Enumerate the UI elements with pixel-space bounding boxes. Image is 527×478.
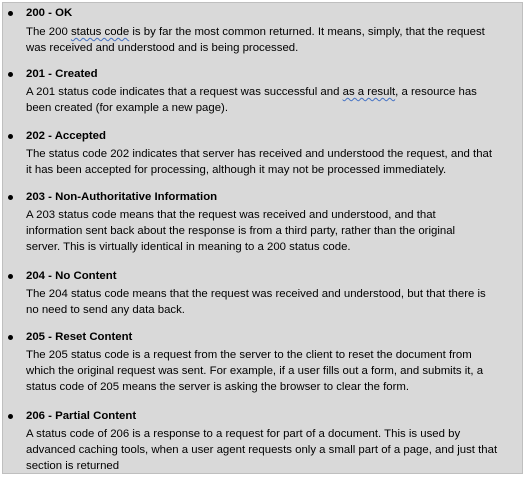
item-text-line: The status code 202 indicates that server has received and understood the request, and that bbox=[26, 148, 493, 160]
item-title: 204 - No Content bbox=[26, 270, 117, 282]
document-page bbox=[2, 2, 523, 474]
bullet-icon bbox=[8, 11, 13, 16]
item-title: 205 - Reset Content bbox=[26, 331, 133, 343]
spellcheck-underline: as a result bbox=[342, 86, 396, 98]
item-text-line: A status code of 206 is a response to a request for part of a document. This is used by bbox=[26, 428, 461, 440]
item-title: 202 - Accepted bbox=[26, 130, 106, 142]
bullet-icon bbox=[8, 134, 13, 139]
item-text-line: The 204 status code means that the request was received and understood, but that there is bbox=[26, 288, 486, 300]
item-title: 206 - Partial Content bbox=[26, 410, 137, 422]
bullet-icon bbox=[8, 72, 13, 77]
item-text-line: The 200 status code is by far the most common returned. It means, simply, that the request bbox=[26, 26, 485, 38]
bullet-icon bbox=[8, 274, 13, 279]
item-text-line: A 203 status code means that the request was received and understood, and that bbox=[26, 209, 436, 221]
bullet-icon bbox=[8, 335, 13, 340]
item-text-line: advanced caching tools, when a user agent requests only a small part of a page, and just that bbox=[26, 444, 498, 456]
item-text-line: it has been accepted for processing, although it may not be processed immediately. bbox=[26, 164, 447, 176]
bullet-icon bbox=[8, 195, 13, 200]
bullet-icon bbox=[8, 414, 13, 419]
item-text-line: server. This is virtually identical in meaning to a 200 status code. bbox=[26, 241, 351, 253]
item-text-line: been created (for example a new page). bbox=[26, 102, 228, 114]
item-title: 200 - OK bbox=[26, 7, 73, 19]
item-text-line: was received and understood and is being processed. bbox=[26, 42, 299, 54]
item-text-line: section is returned bbox=[26, 460, 120, 472]
item-title: 203 - Non-Authoritative Information bbox=[26, 191, 218, 203]
item-text-line: no need to send any data back. bbox=[26, 304, 185, 316]
item-text-line: information sent back about the response is from a third party, rather than the original bbox=[26, 225, 456, 237]
spellcheck-underline: status code bbox=[70, 26, 130, 38]
item-text-line: The 205 status code is a request from the server to the client to reset the document from bbox=[26, 349, 472, 361]
item-text-line: which the original request was sent. For example, if a user fills out a form, and submits it, a bbox=[26, 365, 484, 377]
item-text-line: A 201 status code indicates that a request was successful and as a result, a resource has bbox=[26, 86, 477, 98]
item-title: 201 - Created bbox=[26, 68, 98, 80]
item-text-line: status code of 205 means the server is asking the browser to clear the form. bbox=[26, 381, 410, 393]
